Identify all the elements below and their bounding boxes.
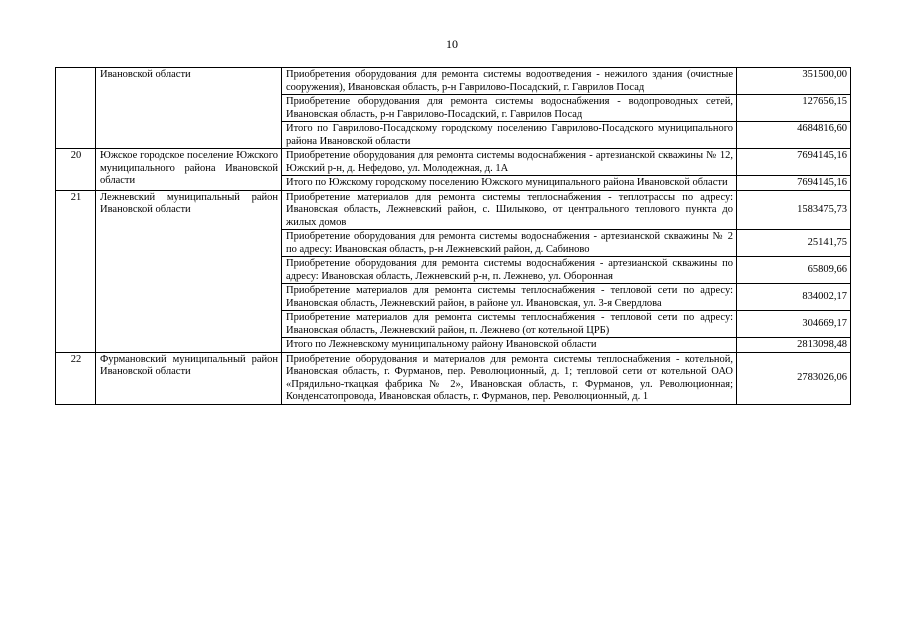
- item-description: Приобретение оборудования для ремонта системы водоснабжения - артезианской скважины № 12, Южский р-н, д. Нефедово, ул. Молодежная, д. 1А: [282, 149, 737, 176]
- item-description: Приобретение оборудования и материалов для ремонта системы теплоснабжения - котельной, Ивановская область, г. Фурманов, пер. Революционный, д. 1; тепловой сети от котельной ОАО «Прядильно-ткацкая фабрика № 2», Ивановская область, г. Фурманов, ул. Революционная; Конденсатопровода, Ивановская область, г. Фурманов, пер. Революционный, д. 1: [282, 352, 737, 404]
- subtotal-description: Итого по Гаврилово-Посадскому городскому поселению Гаврилово-Посадского муниципального района Ивановской области: [282, 122, 737, 149]
- item-description: Приобретение оборудования для ремонта системы водоснабжения - водопроводных сетей, Ивановская область, р-н Гаврилово-Посадский, г. Гаврилов Посад: [282, 95, 737, 122]
- subtotal-amount: 2813098,48: [737, 338, 851, 353]
- municipality-name: Лежневский муниципальный район Ивановской области: [96, 190, 282, 352]
- municipality-name: Южское городское поселение Южского муниципального района Ивановской области: [96, 149, 282, 191]
- subtotal-amount: 7694145,16: [737, 176, 851, 191]
- item-description: Приобретение материалов для ремонта системы теплоснабжения - теплотрассы по адресу: Ивановская область, Лежневский район, с. Шилыково, от центрального теплового пункта до жилых домов: [282, 190, 737, 230]
- row-number: [56, 68, 96, 149]
- item-amount: 2783026,06: [737, 352, 851, 404]
- page-number: 10: [446, 37, 458, 51]
- municipality-name: Ивановской области: [96, 68, 282, 149]
- subtotal-description: Итого по Лежневскому муниципальному району Ивановской области: [282, 338, 737, 353]
- municipality-name: Фурмановский муниципальный район Ивановской области: [96, 352, 282, 404]
- item-description: Приобретения оборудования для ремонта системы водоотведения - нежилого здания (очистные сооружения), Ивановская область, р-н Гаврилово-Посадский, г. Гаврилов Посад: [282, 68, 737, 95]
- item-amount: 65809,66: [737, 257, 851, 284]
- item-amount: 127656,15: [737, 95, 851, 122]
- item-amount: 834002,17: [737, 284, 851, 311]
- table-row: [56, 149, 851, 176]
- table-row: [56, 352, 851, 404]
- item-description: Приобретение материалов для ремонта системы теплоснабжения - тепловой сети по адресу: Ивановская область, Лежневский район, п. Лежнево (от котельной ЦРБ): [282, 311, 737, 338]
- subtotal-amount: 4684816,60: [737, 122, 851, 149]
- row-number: 21: [56, 190, 96, 352]
- row-number: 20: [56, 149, 96, 191]
- item-description: Приобретение оборудования для ремонта системы водоснабжения - артезианской скважины № 2 по адресу: Ивановская область, р-н Лежневский район, д. Сабиново: [282, 230, 737, 257]
- item-description: Приобретение оборудования для ремонта системы водоснабжения - артезианской скважины по адресу: Ивановская область, Лежневский р-н, п. Лежнево, ул. Оборонная: [282, 257, 737, 284]
- subtotal-description: Итого по Южскому городскому поселению Южского муниципального района Ивановской области: [282, 176, 737, 191]
- item-amount: 25141,75: [737, 230, 851, 257]
- item-description: Приобретение материалов для ремонта системы теплоснабжения - тепловой сети по адресу: Ивановская область, Лежневский район, в районе ул. Ивановская, ул. 3-я Свердлова: [282, 284, 737, 311]
- table-row: [56, 190, 851, 230]
- table-row: [56, 68, 851, 95]
- item-amount: 7694145,16: [737, 149, 851, 176]
- item-amount: 351500,00: [737, 68, 851, 95]
- funding-table: [55, 67, 851, 405]
- item-amount: 1583475,73: [737, 190, 851, 230]
- row-number: 22: [56, 352, 96, 404]
- item-amount: 304669,17: [737, 311, 851, 338]
